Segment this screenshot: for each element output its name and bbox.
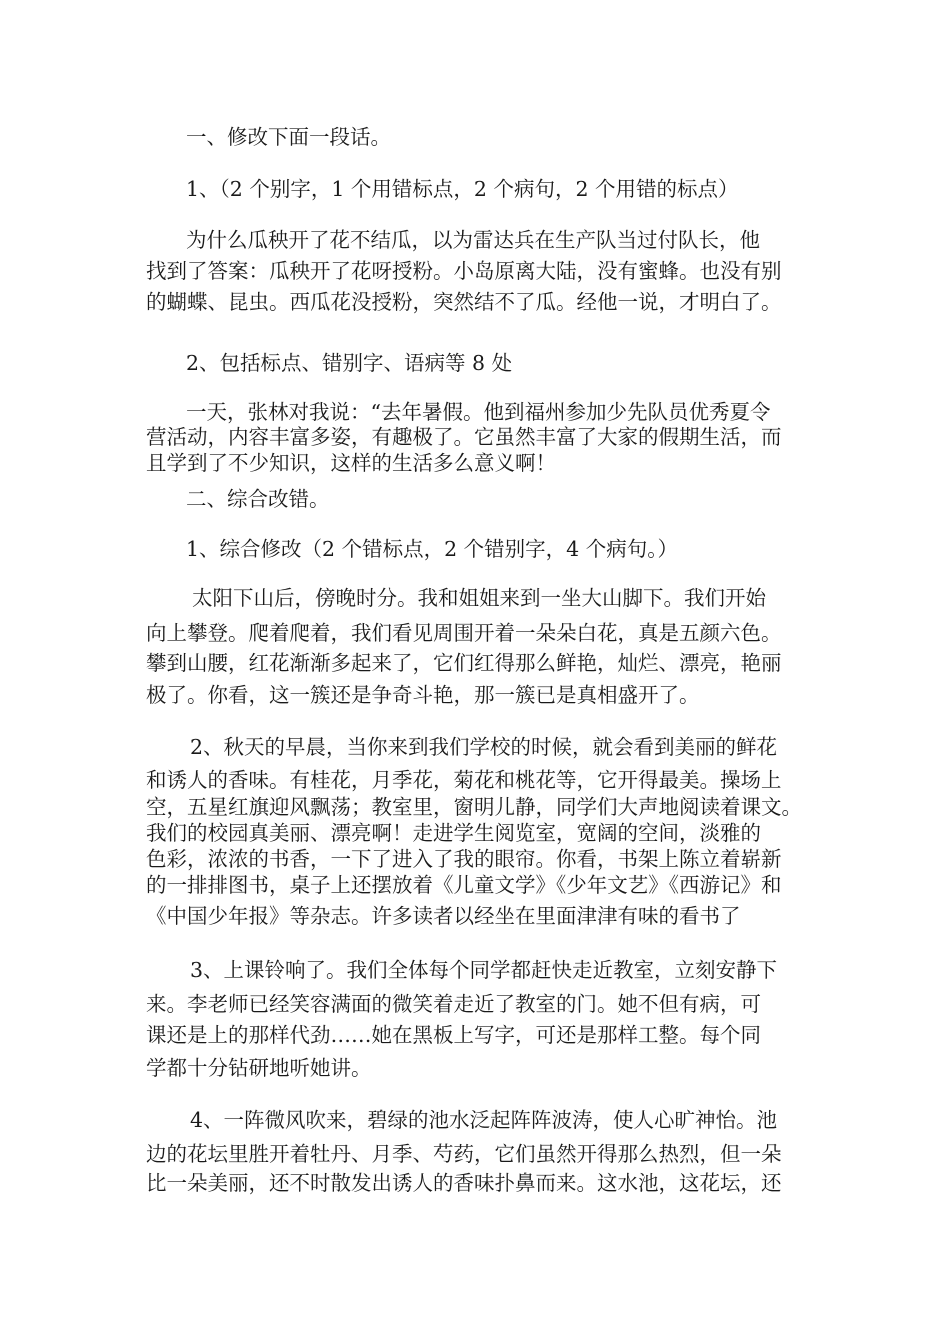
item2-4-line-1: 4、一阵微风吹来，碧绿的池水泛起阵阵波涛，使人心旷神怡。池: [190, 1108, 778, 1132]
item2-1-line-3: 攀到山腰，红花渐渐多起来了，它们红得那么鲜艳，灿烂、漂亮，艳丽: [146, 651, 782, 675]
item2-3-line-3: 课还是上的那样代劲……她在黑板上写字，可还是那样工整。每个同: [146, 1023, 761, 1047]
section1-heading: 一、修改下面一段话。: [186, 125, 391, 149]
item1-2-line-3: 且学到了不少知识，这样的生活多么意义啊！: [146, 451, 556, 475]
item2-4-line-2: 边的花坛里胜开着牡丹、月季、芍药，它们虽然开得那么热烈，但一朵: [146, 1142, 782, 1166]
item2-3-line-1: 3、上课铃响了。我们全体每个同学都赶快走近教室，立刻安静下: [190, 958, 778, 982]
item2-1-line-2: 向上攀登。爬着爬着，我们看见周围开着一朵朵白花，真是五颜六色。: [146, 621, 782, 645]
item1-1-line-3: 的蝴蝶、昆虫。西瓜花没授粉，突然结不了瓜。经他一说，才明白了。: [146, 290, 782, 314]
item2-4-line-3: 比一朵美丽，还不时散发出诱人的香味扑鼻而来。这水池，这花坛，还: [146, 1171, 782, 1195]
item2-3-line-2: 来。李老师已经笑容满面的微笑着走近了教室的门。她不但有病，可: [146, 992, 761, 1016]
item2-1-line-1: 太阳下山后，傍晚时分。我和姐姐来到一坐大山脚下。我们开始: [192, 586, 766, 610]
item1-2-label: 2、包括标点、错别字、语病等 8 处: [186, 351, 513, 375]
item1-2-line-2: 营活动，内容丰富多姿，有趣极了。它虽然丰富了大家的假期生活，而: [146, 425, 782, 449]
item1-1-line-2: 找到了答案：瓜秧开了花呀授粉。小岛原离大陆，没有蜜蜂。也没有别: [146, 259, 782, 283]
item1-1-line-1: 为什么瓜秧开了花不结瓜，以为雷达兵在生产队当过付队长，他: [186, 228, 760, 252]
item2-2-line-3: 空，五星红旗迎风飘荡；教室里，窗明儿静，同学们大声地阅读着课文。: [146, 795, 802, 819]
section2-heading: 二、综合改错。: [186, 487, 330, 511]
item1-1-label: 1、（2 个别字，1 个用错标点，2 个病句，2 个用错的标点）: [186, 177, 739, 201]
item2-2-line-2: 和诱人的香味。有桂花，月季花，菊花和桃花等，它开得最美。操场上: [146, 768, 782, 792]
item2-2-line-1: 2、秋天的早晨，当你来到我们学校的时候，就会看到美丽的鲜花: [190, 735, 778, 759]
item2-3-line-4: 学都十分钻研地听她讲。: [146, 1056, 372, 1080]
item2-1-line-4: 极了。你看，这一簇还是争奇斗艳，那一簇已是真相盛开了。: [146, 683, 700, 707]
item2-2-line-4: 我们的校园真美丽、漂亮啊！走进学生阅览室，宽阔的空间，淡雅的: [146, 821, 761, 845]
item2-1-label: 1、综合修改（2 个错标点，2 个错别字，4 个病句。）: [186, 537, 678, 561]
item2-2-line-6: 的一排排图书，桌子上还摆放着《儿童文学》《少年文艺》《西游记》和: [146, 873, 782, 897]
item2-2-line-7: 《中国少年报》等杂志。许多读者以经坐在里面津津有味的看书了: [146, 904, 741, 928]
item2-2-line-5: 色彩，浓浓的书香，一下了进入了我的眼帘。你看，书架上陈立着崭新: [146, 847, 782, 871]
item1-2-line-1: 一天，张林对我说：“去年暑假。他到福州参加少先队员优秀夏令: [186, 400, 771, 424]
